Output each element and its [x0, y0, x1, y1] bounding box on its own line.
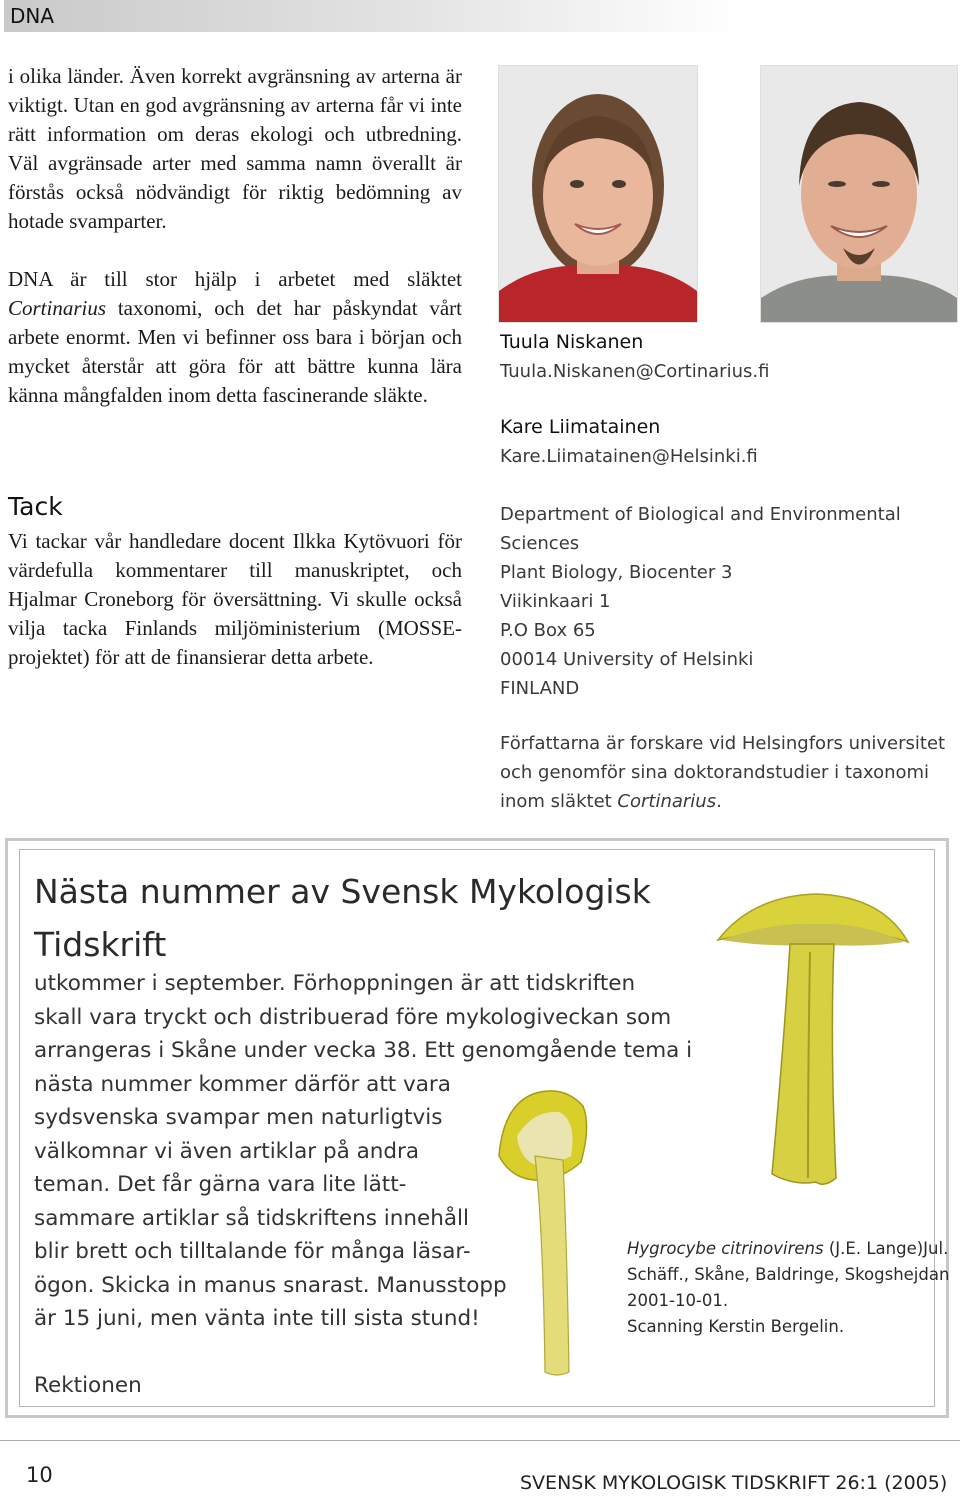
- caption-line: Schäff., Skåne, Baldringe, Skogshejdan: [627, 1265, 950, 1284]
- photo-caption: [627, 1236, 949, 1340]
- announcement-line: ögon. Skicka in manus snarast. Manusstopp: [34, 1272, 507, 1298]
- announcement-line: sydsvenska svampar men naturligtvis: [34, 1105, 443, 1130]
- paragraph-intro: i olika länder. Även korrekt avgränsning av arterna är viktigt. Utan en god avgränsning av arterna får vi inte rätt information om deras ekologi och utbredning. Väl avgränsade arter med samma namn överallt är förstås också nödvändigt för riktig bedömning av hotade svamparter.: [8, 64, 462, 233]
- announcement-line: är 15 juni, men vänta inte till sista stund!: [34, 1306, 480, 1331]
- caption-line: Scanning Kerstin Bergelin.: [627, 1317, 845, 1336]
- address-line: 00014 University of Helsinki: [500, 649, 754, 670]
- announcement-line: nästa nummer kommer därför att vara: [34, 1071, 451, 1097]
- announcement-line: skall vara tryckt och distribuerad före mykologiveckan som: [34, 1004, 672, 1030]
- author-block: [500, 328, 769, 471]
- tack-paragraph: Vi tackar vår handledare docent Ilkka Kytövuori för värdefulla kommentarer till manuskriptet, och Hjalmar Croneborg för översättning. Vi skulle också vilja tacka Finlands miljöministerium (MOSSE-projektet) för att de finansierar detta arbete.: [8, 529, 462, 669]
- left-column: [8, 62, 462, 410]
- mushroom-small-image: [493, 1086, 633, 1378]
- announcement-title-line: Tidskrift: [34, 925, 167, 964]
- bio-line: och genomför sina doktorandstudier i taxonomi: [500, 762, 930, 783]
- address-block: [500, 500, 901, 703]
- paragraph-dna: DNA är till stor hjälp i arbetet med släktet Cortinarius taxonomi, och det har påskyndat vårt arbete enormt. Men vi befinner oss bara i början och mycket återstår att göra för att bättre kunna lära känna mångfalden inom detta fascinerande släkte.: [8, 267, 462, 407]
- announcement-line: teman. Det får gärna vara lite lätt-: [34, 1172, 407, 1197]
- announcement-title-line: Nästa nummer av Svensk Mykologisk: [34, 872, 651, 911]
- author-name-1: Tuula Niskanen: [500, 331, 644, 353]
- bio-line: Författarna är forskare vid Helsingfors universitet: [500, 733, 946, 754]
- address-line: Sciences: [500, 533, 580, 554]
- announcement-line: utkommer i september. Förhoppningen är att tidskriften: [34, 971, 636, 996]
- address-line: Department of Biological and Environmental: [500, 504, 901, 525]
- address-line: Plant Biology, Biocenter 3: [500, 562, 733, 583]
- announcement-signature: Rektionen: [34, 1373, 142, 1398]
- caption-line: 2001-10-01.: [627, 1291, 729, 1310]
- tack-heading: Tack: [8, 492, 63, 521]
- bio-line: inom släktet Cortinarius.: [500, 791, 722, 812]
- author-name-2: Kare Liimatainen: [500, 416, 661, 438]
- announcement-line: sammare artiklar så tidskriftens innehåll: [34, 1205, 469, 1231]
- author-email-1: Tuula.Niskanen@Cortinarius.fi: [500, 361, 770, 382]
- section-title: DNA: [10, 4, 55, 28]
- caption-line: Hygrocybe citrinovirens (J.E. Lange)Jul.: [627, 1239, 949, 1258]
- address-line: P.O Box 65: [500, 620, 596, 641]
- author-email-2: Kare.Liimatainen@Helsinki.fi: [500, 446, 758, 467]
- author-photo-kare: [760, 65, 958, 323]
- mushroom-large-image: [712, 892, 912, 1192]
- footer-divider: [0, 1440, 960, 1441]
- address-line: Viikinkaari 1: [500, 591, 611, 612]
- author-photo-tuula: [498, 65, 698, 323]
- announcement-line: arrangeras i Skåne under vecka 38. Ett genomgående tema i: [34, 1038, 693, 1063]
- journal-name: SVENSK MYKOLOGISK TIDSKRIFT 26:1 (2005): [520, 1472, 948, 1494]
- address-line: FINLAND: [500, 678, 580, 699]
- page-number: 10: [26, 1463, 53, 1487]
- announcement-line: blir brett och tilltalande för många läsar-: [34, 1239, 471, 1264]
- announcement-title: [34, 865, 651, 971]
- author-bio: [500, 729, 945, 816]
- header-bar: [4, 0, 740, 32]
- announcement-line: välkomnar vi även artiklar på andra: [34, 1138, 420, 1164]
